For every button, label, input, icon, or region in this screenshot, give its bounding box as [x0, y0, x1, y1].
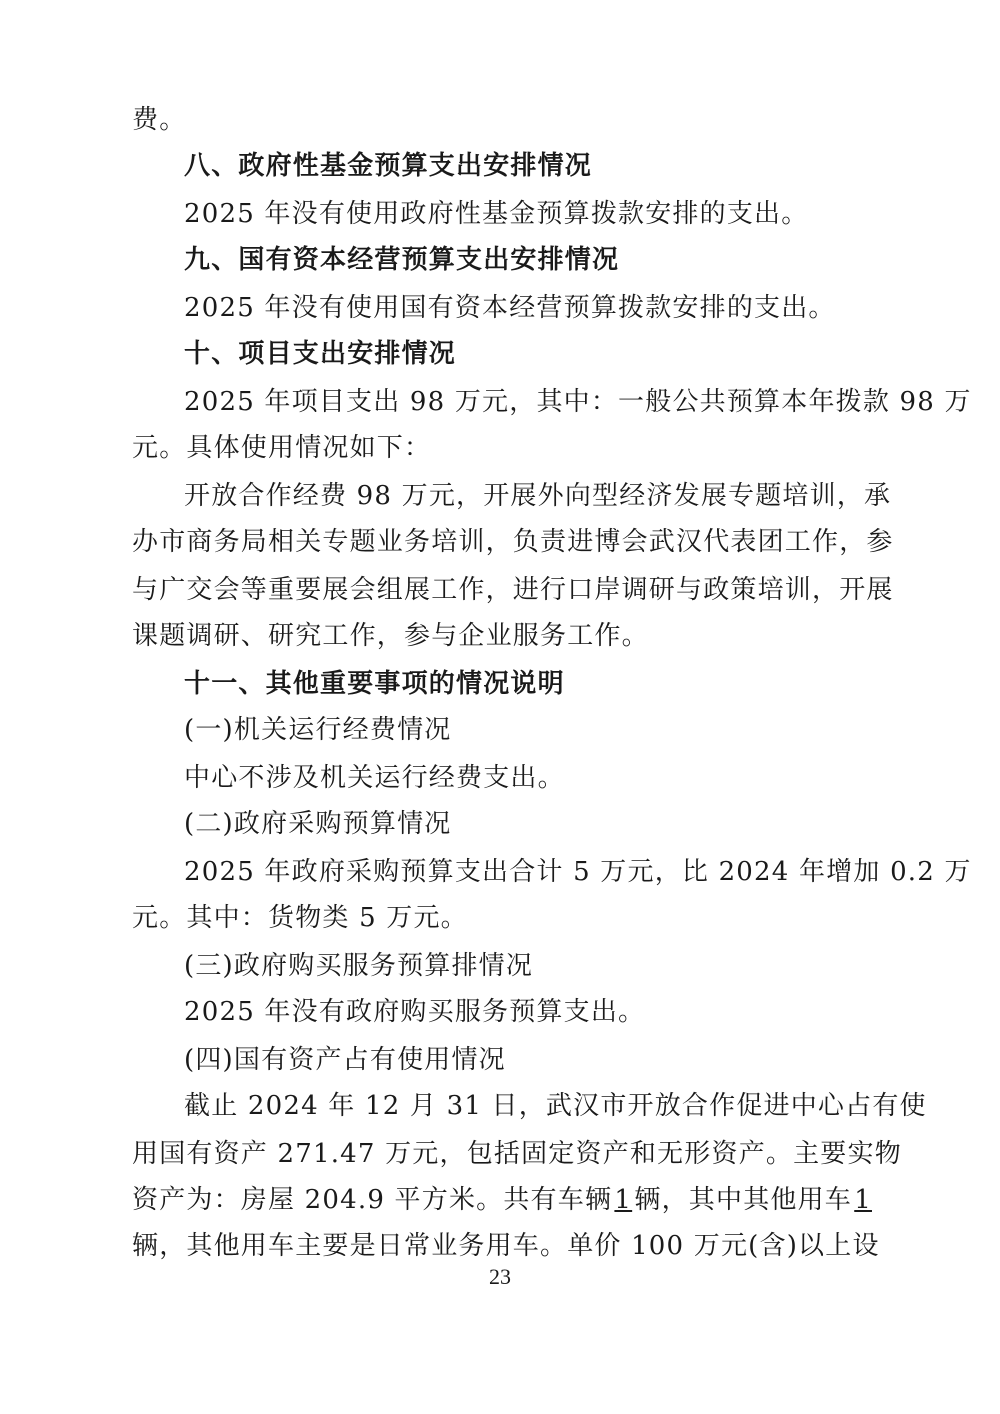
subsection-heading: (二)政府采购预算情况: [184, 809, 452, 839]
subsection-heading: (四)国有资产占有使用情况: [184, 1045, 506, 1075]
text-segment: 辆，其中其他用车: [634, 1185, 852, 1215]
section-heading-11: 十一、其他重要事项的情况说明: [184, 669, 565, 699]
text-line: 辆，其他用车主要是日常业务用车。单价 100 万元(含)以上设: [132, 1231, 880, 1261]
text-line: 与广交会等重要展会组展工作，进行口岸调研与政策培训，开展: [132, 575, 894, 605]
text-line: 2025 年没有政府购买服务预算支出。: [184, 997, 646, 1027]
text-line: 办市商务局相关专题业务培训，负责进博会武汉代表团工作，参: [132, 527, 894, 557]
section-heading-10: 十、项目支出安排情况: [184, 339, 457, 369]
text-line: 开放合作经费 98 万元，开展外向型经济发展专题培训，承: [184, 481, 892, 511]
section-heading-8: 八、政府性基金预算支出安排情况: [184, 151, 593, 181]
vehicle-count: 1: [614, 1185, 633, 1215]
subsection-heading: (一)机关运行经费情况: [184, 715, 452, 745]
text-line: 截止 2024 年 12 月 31 日，武汉市开放合作促进中心占有使: [184, 1091, 927, 1121]
page-number: 23: [489, 1264, 511, 1289]
text-line: 2025 年政府采购预算支出合计 5 万元，比 2024 年增加 0.2 万: [184, 857, 972, 887]
text-line: 课题调研、研究工作，参与企业服务工作。: [132, 621, 649, 651]
text-line: 2025 年没有使用政府性基金预算拨款安排的支出。: [184, 199, 809, 229]
text-line: 元。其中：货物类 5 万元。: [132, 903, 468, 933]
section-heading-9: 九、国有资本经营预算支出安排情况: [184, 245, 620, 275]
text-line: 2025 年项目支出 98 万元，其中：一般公共预算本年拨款 98 万: [184, 387, 972, 417]
text-line: 用国有资产 271.47 万元，包括固定资产和无形资产。主要实物: [132, 1139, 902, 1169]
text-line: 费。: [132, 105, 187, 135]
text-line: [132, 1182, 872, 1218]
text-segment: 资产为：房屋 204.9 平方米。共有车辆: [132, 1185, 613, 1215]
text-line: 2025 年没有使用国有资本经营预算拨款安排的支出。: [184, 293, 836, 323]
text-line: 元。具体使用情况如下：: [132, 433, 432, 463]
text-line: 中心不涉及机关运行经费支出。: [184, 763, 565, 793]
subsection-heading: (三)政府购买服务预算排情况: [184, 951, 534, 981]
other-vehicle-count: 1: [854, 1185, 872, 1215]
